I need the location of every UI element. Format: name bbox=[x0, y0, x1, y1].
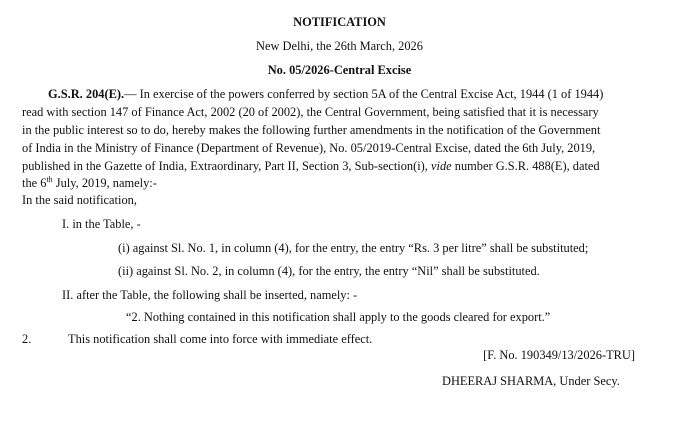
ordinal-suffix: th bbox=[46, 174, 53, 184]
notification-number: No. 05/2026-Central Excise bbox=[267, 63, 412, 77]
paragraph-2-text: This notification shall come into force with immediate effect. bbox=[68, 332, 373, 346]
paragraph-1-line-6-b: July, 2019, namely:- bbox=[52, 176, 157, 190]
paragraph-1-line-5 bbox=[22, 157, 600, 175]
paragraph-1-line-6 bbox=[22, 174, 157, 192]
paragraph-1-line-6-a: the 6 bbox=[22, 176, 47, 190]
item-1-sub-i: (i) against Sl. No. 1, in column (4), for the entry, the entry “Rs. 3 per litre” shall be substituted; bbox=[118, 241, 589, 255]
item-1-sub-ii: (ii) against Sl. No. 2, in column (4), for the entry, the entry “Nil” shall be substituted. bbox=[118, 264, 540, 278]
paragraph-1-line-3: in the public interest so to do, hereby makes the following further amendments in the notification of the Government bbox=[22, 123, 601, 137]
gsr-label: G.S.R. 204(E). bbox=[48, 87, 125, 101]
notification-title: NOTIFICATION bbox=[293, 15, 386, 29]
paragraph-1-text-start: — In exercise of the powers conferred by section 5A of the Central Excise Act, 1944 (1 of 1944) bbox=[124, 87, 604, 101]
paragraph-2-number: 2. bbox=[22, 332, 32, 346]
in-said-notification: In the said notification, bbox=[22, 193, 137, 207]
signatory: DHEERAJ SHARMA, Under Secy. bbox=[442, 374, 620, 388]
item-1: I. in the Table, - bbox=[62, 217, 141, 231]
paragraph-1-line-2: read with section 147 of Finance Act, 2002 (20 of 2002), the Central Government, being satisfied that it is necessary bbox=[22, 105, 599, 119]
vide-word: vide bbox=[431, 159, 452, 173]
file-number: [F. No. 190349/13/2026-TRU] bbox=[483, 348, 635, 362]
paragraph-1-line-5-a: published in the Gazette of India, Extraordinary, Part II, Section 3, Sub-section(i), bbox=[22, 159, 432, 173]
paragraph-1-line-5-b: number G.S.R. 488(E), dated bbox=[451, 159, 600, 173]
item-2: II. after the Table, the following shall be inserted, namely: - bbox=[62, 288, 358, 302]
paragraph-1-line-1 bbox=[48, 85, 603, 103]
inserted-paragraph: “2. Nothing contained in this notification shall apply to the goods cleared for export.” bbox=[126, 310, 551, 324]
paragraph-1-line-4: of India in the Ministry of Finance (Department of Revenue), No. 05/2019-Central Excise, dated the 6th July, 2019, bbox=[22, 141, 596, 155]
place-date: New Delhi, the 26th March, 2026 bbox=[256, 39, 423, 53]
